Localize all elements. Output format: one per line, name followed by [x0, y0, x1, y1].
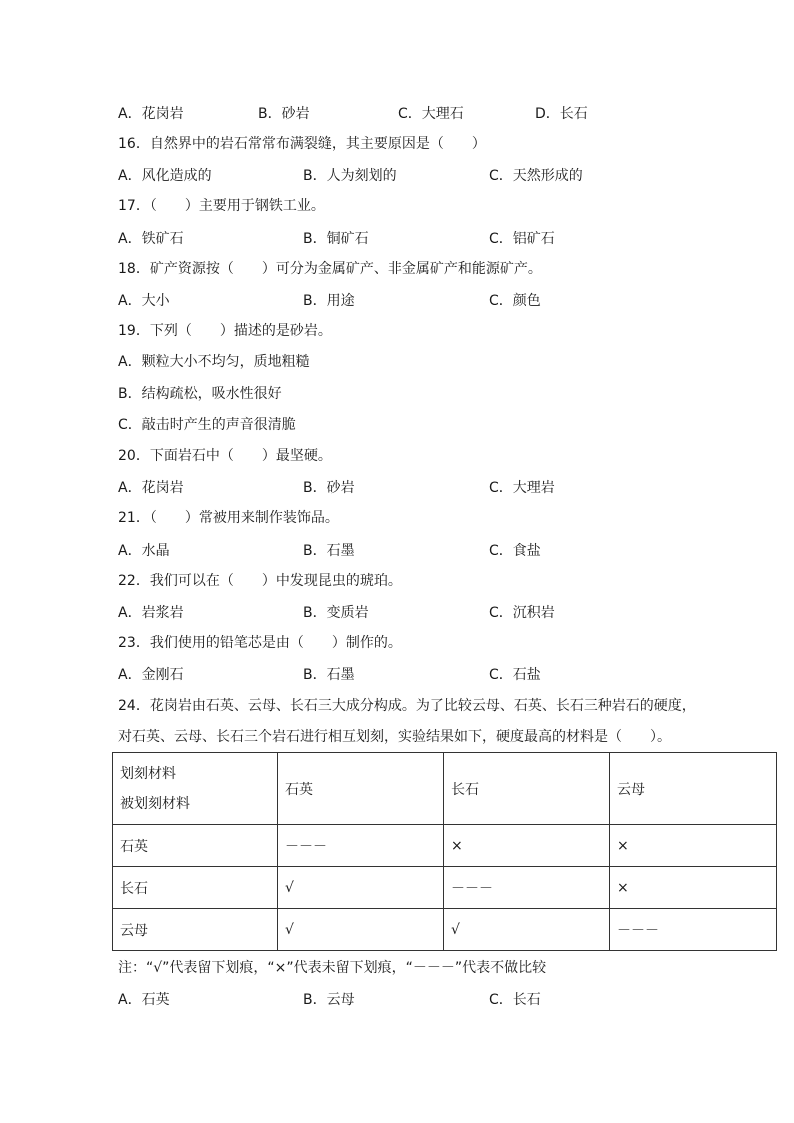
answer-option: A．花岗岩 — [118, 106, 184, 122]
answer-option-c: C．长石 — [489, 992, 541, 1008]
table-cell: × — [610, 867, 777, 909]
answer-option: B．用途 — [303, 293, 355, 309]
question-text: 23．我们使用的铅笔芯是由（ ）制作的。 — [118, 635, 402, 651]
answer-option: A．水晶 — [118, 543, 170, 559]
table-cell: √ — [444, 909, 610, 951]
answer-option: A．金刚石 — [118, 667, 184, 683]
answer-option-b: B．云母 — [303, 992, 355, 1008]
answer-option: B．人为刻划的 — [303, 168, 397, 184]
answer-option: D．长石 — [535, 106, 588, 122]
answer-option: A．铁矿石 — [118, 231, 184, 247]
question-text: 24．花岗岩由石英、云母、长石三大成分构成。为了比较云母、石英、长石三种岩石的硬度， — [118, 698, 696, 714]
corner-bottom-label: 被划刻材料 — [120, 795, 190, 812]
answer-option: A．大小 — [118, 293, 170, 309]
corner-top-label: 划刻材料 — [120, 765, 176, 782]
answer-option: C．颜色 — [489, 293, 541, 309]
table-row — [113, 867, 777, 909]
question-text: 20．下面岩石中（ ）最坚硬。 — [118, 448, 332, 464]
row-label: 长石 — [113, 867, 278, 909]
table-row — [113, 825, 777, 867]
question-text: A．颗粒大小不均匀，质地粗糙 — [118, 354, 310, 370]
header-feldspar: 长石 — [444, 753, 610, 825]
table-note: 注：“√”代表留下划痕，“×”代表未留下划痕，“－－－”代表不做比较 — [118, 960, 547, 976]
header-quartz: 石英 — [278, 753, 444, 825]
row-label: 云母 — [113, 909, 278, 951]
answer-option: C．天然形成的 — [489, 168, 583, 184]
answer-option: C．大理石 — [398, 106, 464, 122]
answer-option: A．岩浆岩 — [118, 605, 184, 621]
question-text: 17．（ ）主要用于钢铁工业。 — [118, 198, 325, 214]
answer-option: A．花岗岩 — [118, 480, 184, 496]
answer-option: C．沉积岩 — [489, 605, 555, 621]
answer-option: B．石墨 — [303, 667, 355, 683]
table-cell: × — [444, 825, 610, 867]
question-text: B．结构疏松，吸水性很好 — [118, 386, 282, 402]
question-text: 18．矿产资源按（ ）可分为金属矿产、非金属矿产和能源矿产。 — [118, 261, 542, 277]
question-text: 对石英、云母、长石三个岩石进行相互划刻，实验结果如下，硬度最高的材料是（ ）。 — [118, 729, 671, 745]
table-cell: √ — [278, 909, 444, 951]
table-row — [113, 909, 777, 951]
answer-option: B．石墨 — [303, 543, 355, 559]
answer-option-a: A．石英 — [118, 992, 170, 1008]
table-cell: × — [610, 825, 777, 867]
question-text: 21．（ ）常被用来制作装饰品。 — [118, 510, 339, 526]
scratch-test-table — [112, 752, 777, 951]
question-text: C．敲击时产生的声音很清脆 — [118, 417, 296, 433]
question-text: 19．下列（ ）描述的是砂岩。 — [118, 323, 332, 339]
answer-option: A．风化造成的 — [118, 168, 212, 184]
answer-option: C．铝矿石 — [489, 231, 555, 247]
row-label: 石英 — [113, 825, 278, 867]
answer-option: C．大理岩 — [489, 480, 555, 496]
answer-option: C．食盐 — [489, 543, 541, 559]
question-text: 22．我们可以在（ ）中发现昆虫的琥珀。 — [118, 573, 402, 589]
table-cell: －－－ — [444, 867, 610, 909]
answer-option: B．砂岩 — [258, 106, 310, 122]
header-mica: 云母 — [610, 753, 777, 825]
answer-option: B．变质岩 — [303, 605, 369, 621]
answer-option: B．铜矿石 — [303, 231, 369, 247]
answer-option: C．石盐 — [489, 667, 541, 683]
table-cell: －－－ — [610, 909, 777, 951]
table-cell: －－－ — [278, 825, 444, 867]
question-text: 16．自然界中的岩石常常布满裂缝，其主要原因是（ ） — [118, 136, 486, 152]
table-cell: √ — [278, 867, 444, 909]
answer-option: B．砂岩 — [303, 480, 355, 496]
table-corner-cell — [113, 753, 278, 825]
